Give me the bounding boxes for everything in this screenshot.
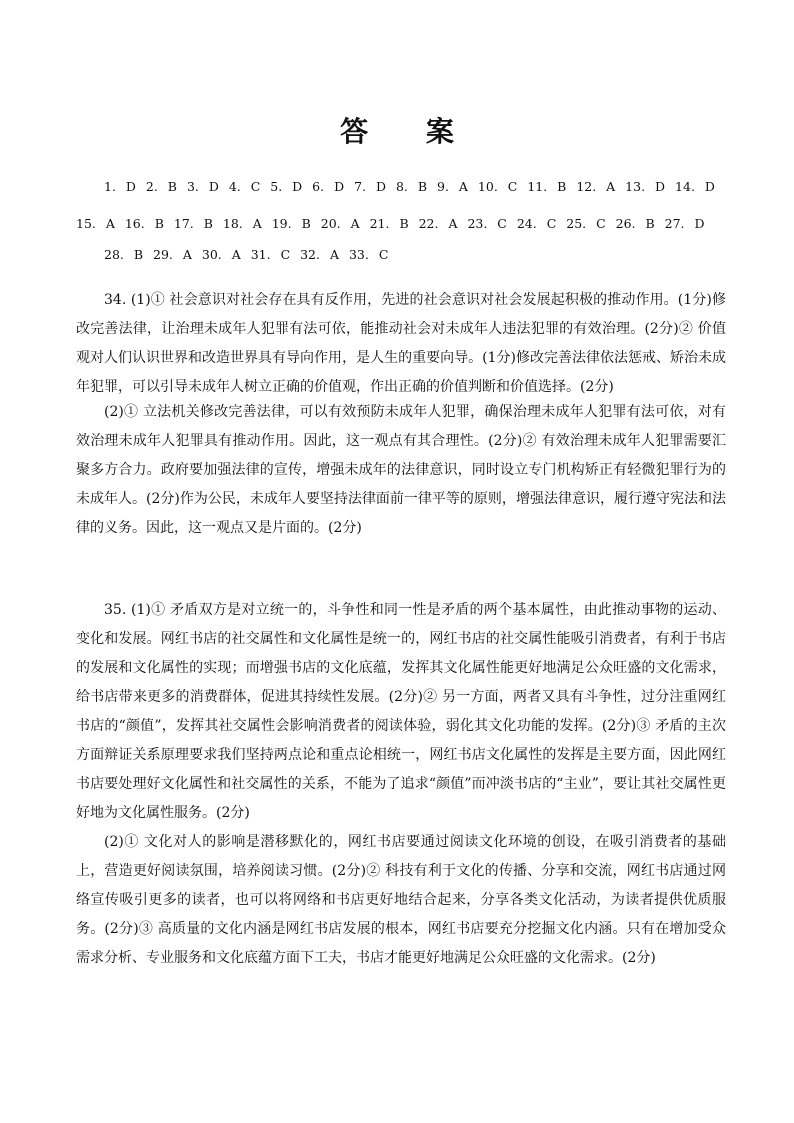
multiple-choice-answers-continued: 28. B 29. A 30. A 31. C 32. A 33. C — [104, 247, 389, 262]
question-35-part-2: (2)① 文化对人的影响是潜移默化的，网红书店要通过阅读文化环境的创设，在吸引消费者的基础上，营造更好阅读氛围，培养阅读习惯。(2分)② 科技有利于文化的传播、分享和交流，网红书店通过网络宣传吸引更多的读者，也可以将网络和书店更好地结合起来，分享各类文化活动，为读者提供优质服务。(2分)③ 高质量的文化内涵是网红书店发展的根本，网红书店要充分挖掘文化内涵。只有在增加受众需求分析、专业服务和文化底蕴方面下工夫，书店才能更好地满足公众旺盛的文化需求。(2分) — [76, 834, 726, 966]
question-35-part-1: 35. (1)① 矛盾双方是对立统一的，斗争性和同一性是矛盾的两个基本属性，由此推动事物的运动、变化和发展。网红书店的社交属性和文化属性是统一的，网红书店的社交属性能吸引消费者，有利于书店的发展和文化属性的实现；而增强书店的文化底蕴，发挥其文化属性能更好地满足公众旺盛的文化需求，给书店带来更多的消费群体，促进其持续性发展。(2分)② 另一方面，两者又具有斗争性，过分注重网红书店的“颜值”，发挥其社交属性会影响消费者的阅读体验，弱化其文化功能的发挥。(2分)③ 矛盾的主次方面辩证关系原理要求我们坚持两点论和重点论相统一，网红书店文化属性的发挥是主要方面，因此网红书店要处理好文化属性和社交属性的关系，不能为了追求“颜值”而冲淡书店的“主业”，要让其社交属性更好地为文化属性服务。(2分) — [76, 602, 726, 821]
question-34-part-2: (2)① 立法机关修改完善法律，可以有效预防未成年人犯罪，确保治理未成年人犯罪有法可依，对有效治理未成年人犯罪具有推动作用。因此，这一观点有其合理性。(2分)② 有效治理未成年人犯罪需要汇聚多方合力。政府要加强法律的宣传，增强未成年的法律意识，同时设立专门机构矫正有轻微犯罪行为的未成年人。(2分)作为公民，未成年人要坚持法律面前一律平等的原则，增强法律意识，履行遵守宪法和法律的义务。因此，这一观点又是片面的。(2分) — [76, 404, 726, 536]
question-34-part-1: 34. (1)① 社会意识对社会存在具有反作用，先进的社会意识对社会发展起积极的推动作用。(1分)修改完善法律，让治理未成年人犯罪有法可依，能推动社会对未成年人违法犯罪的有效治理。(2分)② 价值观对人们认识世界和改造世界具有导向作用，是人生的重要向导。(1分)修改完善法律依法惩戒、矫治未成年犯罪，可以引导未成年人树立正确的价值观，作出正确的价值判断和价值选择。(2分) — [76, 292, 726, 395]
multiple-choice-answers: 1. D 2. B 3. D 4. C 5. D 6. D 7. D 8. B 9. A 10. C 11. B 12. A 13. D 14. D 15. A 16. B 17. B 18. A 19. B 20. A 21. B 22. A 23. C 24. C 25. C 26. B 27. D — [76, 179, 715, 231]
page-title: 答 案 — [340, 115, 478, 148]
